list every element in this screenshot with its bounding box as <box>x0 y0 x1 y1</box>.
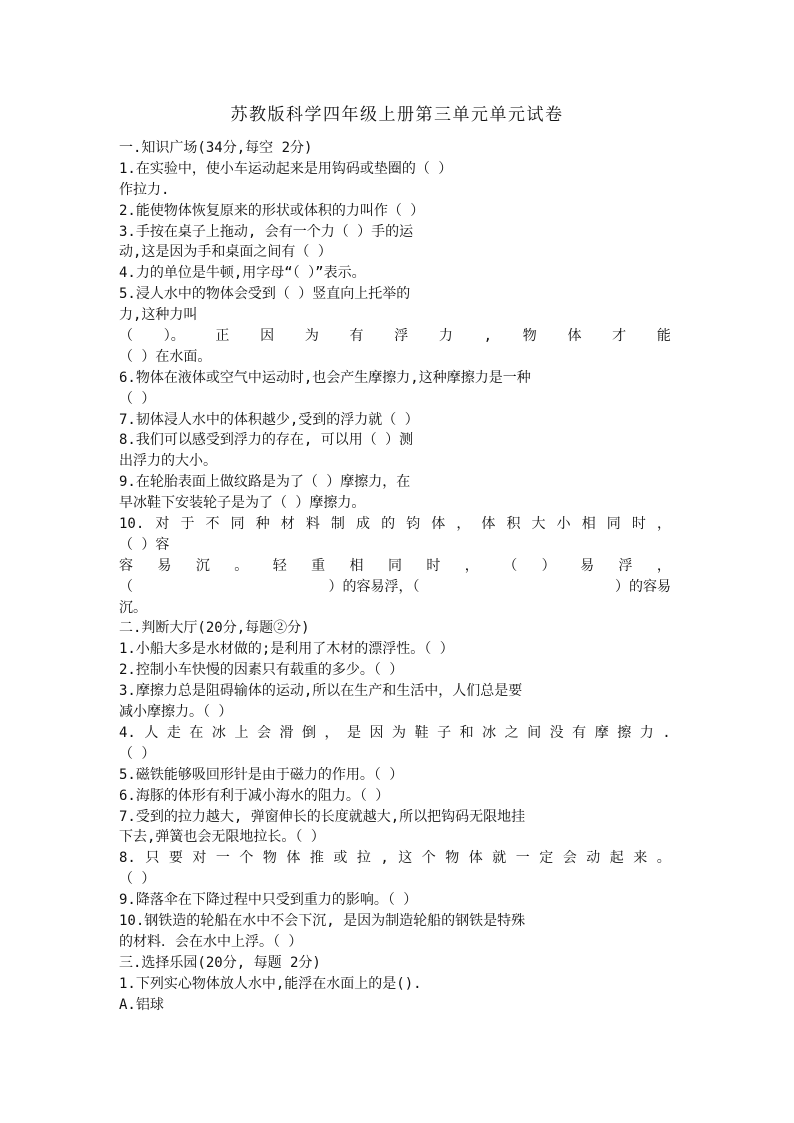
text-token: 同 <box>230 516 245 533</box>
text-line: 下去,弹簧也会无限地拉长。（ ） <box>119 829 325 846</box>
text-line: 作拉力. <box>119 181 170 198</box>
text-token: 8. <box>119 850 136 867</box>
text-token: 或 <box>333 850 348 867</box>
text-token: 摩 <box>594 724 609 741</box>
text-token: , <box>380 850 389 867</box>
text-token: 擦 <box>617 724 632 741</box>
text-token: 有 <box>349 328 364 345</box>
text-token: 是 <box>347 724 362 741</box>
text-token: 人 <box>144 724 159 741</box>
text-line: 6.海豚的体形有利于减小海水的阻力。（ ） <box>119 787 390 804</box>
text-token: 为 <box>392 724 407 741</box>
text-line: 5.磁铁能够吸回形针是由于磁力的作用。（ ） <box>119 766 404 783</box>
text-token: ）。 <box>163 328 185 345</box>
text-line: 沉。 <box>119 599 147 616</box>
text-line: 一.知识广场(34分,每空 2分) <box>119 140 313 156</box>
text-token: 没 <box>549 724 564 741</box>
text-token: 起 <box>609 850 624 867</box>
text-token: 时 <box>631 516 646 533</box>
text-line: 3.摩擦力总是阻碍输体的运动,所以在生产和生活中，人们总是要 <box>119 683 523 700</box>
text-token: 因 <box>260 328 275 345</box>
text-token: ） <box>541 557 556 574</box>
text-token: 倒 <box>301 724 316 741</box>
text-line: （ ）在水面。 <box>119 348 212 365</box>
text-line: 1.下列实心物体放人水中,能浮在水面上的是(). <box>119 975 422 992</box>
text-token: ）的容易浮，（ <box>328 578 420 595</box>
text-line: 5.浸人水中的物体会受到（ ）竖直向上托举的 <box>119 286 411 303</box>
text-token: , <box>483 328 493 345</box>
text-token: 一 <box>515 850 530 867</box>
text-line: （ ） <box>119 745 156 762</box>
text-token: 制 <box>330 516 345 533</box>
text-token: 的 <box>381 516 396 533</box>
text-token: （ <box>119 578 133 595</box>
text-line <box>119 723 671 744</box>
text-token: ， <box>456 516 471 533</box>
text-token: 物 <box>262 850 277 867</box>
text-token: 冰 <box>482 724 497 741</box>
text-token: 能 <box>656 328 671 345</box>
text-line: （ ）容 <box>119 536 170 553</box>
text-token: 容 <box>119 557 133 574</box>
text-token: 材 <box>280 516 295 533</box>
text-token: 易 <box>580 557 595 574</box>
text-token: 种 <box>255 516 270 533</box>
text-token: 在 <box>189 724 204 741</box>
text-token: 子 <box>437 724 452 741</box>
text-token: 体 <box>481 516 496 533</box>
text-token: 和 <box>459 724 474 741</box>
text-token: 易 <box>157 557 172 574</box>
text-token: 要 <box>168 850 183 867</box>
text-token: 力 <box>438 328 453 345</box>
text-token: 积 <box>506 516 521 533</box>
text-line: 10.钢铁造的轮船在水中不会下沉, 是因为制造轮船的钢铁是特殊 <box>119 912 526 929</box>
text-token: 重 <box>311 557 326 574</box>
text-token: 上 <box>234 724 249 741</box>
text-token: 鞋 <box>414 724 429 741</box>
page-title: 苏教版科学四年级上册第三单元单元试卷 <box>230 105 564 125</box>
text-token: 同 <box>387 557 402 574</box>
text-token: 大 <box>531 516 546 533</box>
text-line: 1.在实验中，使小车运动起来是用钩码或垫圈的（ ） <box>119 160 453 177</box>
text-line: 9.在轮胎表面上做纹路是为了（ ）摩擦力，在 <box>119 474 411 491</box>
text-token: 个 <box>239 850 254 867</box>
text-line: A.铝球 <box>119 996 164 1013</box>
text-token: 推 <box>309 850 324 867</box>
text-token: 于 <box>180 516 195 533</box>
text-token: 物 <box>445 850 460 867</box>
text-token: 之 <box>504 724 519 741</box>
text-line <box>119 326 671 347</box>
text-line: 6.物体在液体或空气中运动时,也会产生摩擦力,这种摩擦力是一种 <box>119 369 531 386</box>
text-token: 4. <box>119 724 136 741</box>
text-token: 对 <box>192 850 207 867</box>
text-token: 会 <box>256 724 271 741</box>
text-token: 有 <box>572 724 587 741</box>
text-token: 体 <box>286 850 301 867</box>
text-line <box>119 556 671 577</box>
text-token: 。 <box>656 850 671 867</box>
text-line: 8.我们可以感受到浮力的存在, 可以用（ ）测 <box>119 432 414 449</box>
text-token: 一 <box>215 850 230 867</box>
text-token: 定 <box>539 850 554 867</box>
text-line: 二.判断大厅(20分,每题②分) <box>119 620 310 637</box>
text-line: 9.降落伞在下降过程中只受到重力的影响。（ ） <box>119 892 418 909</box>
text-line: 出浮力的大小。 <box>119 453 217 470</box>
text-token: 动 <box>586 850 601 867</box>
text-token: 同 <box>606 516 621 533</box>
text-line: 2.能使物体恢复原来的形状或体积的力叫作（ ） <box>119 202 425 219</box>
text-token: 会 <box>562 850 577 867</box>
text-line: 动,这是因为手和桌面之间有（ ） <box>119 244 332 261</box>
text-token: 滑 <box>279 724 294 741</box>
text-line: 3.手按在桌子上拖动, 会有一个力（ ）手的运 <box>119 223 414 240</box>
text-line <box>119 577 671 598</box>
text-token: 对 <box>155 516 170 533</box>
text-token: 拉 <box>356 850 371 867</box>
text-line: 三.选择乐园(20分, 每题 2分) <box>119 954 321 971</box>
text-token: 10. <box>119 516 145 533</box>
text-token: 。 <box>234 557 249 574</box>
text-token: 才 <box>612 328 627 345</box>
text-token: ， <box>324 724 339 741</box>
text-token: （ <box>503 557 518 574</box>
text-token: 为 <box>304 328 319 345</box>
text-token: 间 <box>527 724 542 741</box>
text-token: 只 <box>145 850 160 867</box>
text-line: 7.韧体浸人水中的体积越少,受到的浮力就（ ） <box>119 411 419 428</box>
text-token: 物 <box>522 328 537 345</box>
text-token: 相 <box>349 557 364 574</box>
text-token: . <box>662 724 671 741</box>
text-line: 早冰鞋下安装轮子是为了（ ）摩擦力。 <box>119 495 366 512</box>
text-token: 体 <box>431 516 446 533</box>
text-line: 4.力的单位是牛顿,用字母“（ ）”表示。 <box>119 265 366 282</box>
text-token: 正 <box>215 328 230 345</box>
text-token: 浮 <box>394 328 409 345</box>
text-line <box>119 848 671 869</box>
text-line: 1.小船大多是水材做的;是利用了木材的漂浮性。（ ） <box>119 641 454 658</box>
text-token: 料 <box>305 516 320 533</box>
text-token: ， <box>656 516 671 533</box>
text-line: 2.控制小车快慢的因素只有载重的多少。（ ） <box>119 662 404 679</box>
text-token: ， <box>464 557 479 574</box>
text-line: （ ） <box>119 390 156 407</box>
text-token: 就 <box>492 850 507 867</box>
text-line: 的材料．会在水中上浮。（ ） <box>119 933 303 950</box>
text-line <box>119 514 671 535</box>
text-token: 沉 <box>195 557 210 574</box>
text-token: 冰 <box>211 724 226 741</box>
text-token: 成 <box>356 516 370 533</box>
text-token: ， <box>656 557 671 574</box>
text-token: 浮 <box>618 557 633 574</box>
text-token: 这 <box>398 850 413 867</box>
text-token: 时 <box>426 557 441 574</box>
text-token: 体 <box>567 328 582 345</box>
exam-content <box>119 138 671 1015</box>
text-token: 体 <box>468 850 483 867</box>
text-token: 小 <box>556 516 571 533</box>
text-token: 不 <box>205 516 220 533</box>
text-token: 走 <box>166 724 181 741</box>
text-token: （ <box>119 328 133 345</box>
text-token: 相 <box>581 516 596 533</box>
text-token: 力 <box>639 724 654 741</box>
text-line: 减小摩擦力。（ ） <box>119 704 233 721</box>
text-token: 轻 <box>272 557 287 574</box>
text-token: 钧 <box>406 516 421 533</box>
text-line: 7.受到的拉力越大, 弹窗伸长的长度就越大,所以把钩码无限地挂 <box>119 808 526 825</box>
text-line: 力,这种力叫 <box>119 307 198 324</box>
text-token: 来 <box>633 850 648 867</box>
text-line: （ ） <box>119 871 156 888</box>
text-token: 个 <box>421 850 436 867</box>
text-token: ）的容易 <box>615 578 671 595</box>
text-token: 因 <box>369 724 384 741</box>
